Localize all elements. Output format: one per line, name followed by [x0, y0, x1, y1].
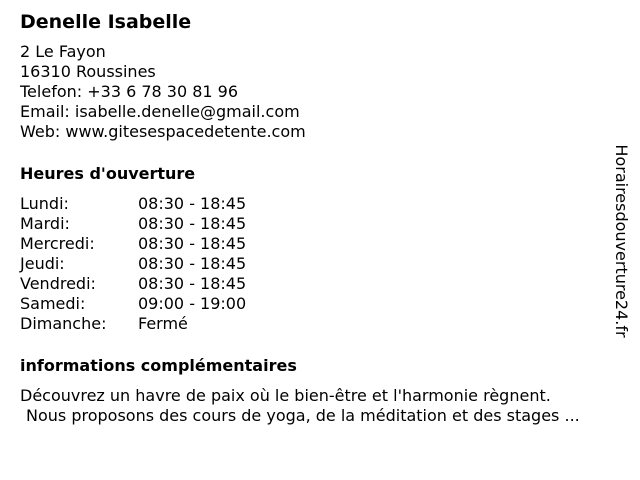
day-label: Mardi: [20, 214, 70, 233]
time-value: Fermé [138, 314, 188, 333]
business-card [20, 10, 620, 426]
contact-block [20, 42, 620, 142]
time-value: 08:30 - 18:45 [138, 214, 247, 233]
email-line: Email: isabelle.denelle@gmail.com [20, 102, 300, 121]
watermark-brand [606, 136, 636, 346]
additional-info-heading: informations complémentaires [20, 356, 297, 375]
hours-row-wednesday [20, 234, 620, 254]
hours-row-tuesday [20, 214, 620, 234]
day-label: Mercredi: [20, 234, 95, 253]
website-line: Web: www.gitesespacedetente.com [20, 122, 306, 141]
business-name: Denelle Isabelle [20, 11, 192, 33]
description-line-2: Nous proposons des cours de yoga, de la méditation et des stages ... [26, 406, 580, 425]
phone-line: Telefon: +33 6 78 30 81 96 [20, 82, 239, 101]
opening-hours-table [20, 194, 620, 334]
day-label: Samedi: [20, 294, 86, 313]
hours-row-saturday [20, 294, 620, 314]
day-label: Lundi: [20, 194, 69, 213]
time-value: 08:30 - 18:45 [138, 274, 247, 293]
time-value: 08:30 - 18:45 [138, 234, 247, 253]
time-value: 08:30 - 18:45 [138, 254, 247, 273]
hours-row-friday [20, 274, 620, 294]
address-line-2: 16310 Roussines [20, 62, 156, 81]
opening-hours-heading: Heures d'ouverture [20, 164, 196, 183]
day-label: Jeudi: [20, 254, 65, 273]
additional-info-text [20, 386, 620, 426]
day-label: Dimanche: [20, 314, 107, 333]
day-label: Vendredi: [20, 274, 96, 293]
hours-row-monday [20, 194, 620, 214]
description-line-1: Découvrez un havre de paix où le bien-être et l'harmonie règnent. [20, 386, 551, 405]
time-value: 09:00 - 19:00 [138, 294, 247, 313]
hours-row-sunday [20, 314, 620, 334]
time-value: 08:30 - 18:45 [138, 194, 247, 213]
address-line-1: 2 Le Fayon [20, 42, 106, 61]
hours-row-thursday [20, 254, 620, 274]
watermark-text: Horairesdouverture24.fr [612, 144, 631, 338]
